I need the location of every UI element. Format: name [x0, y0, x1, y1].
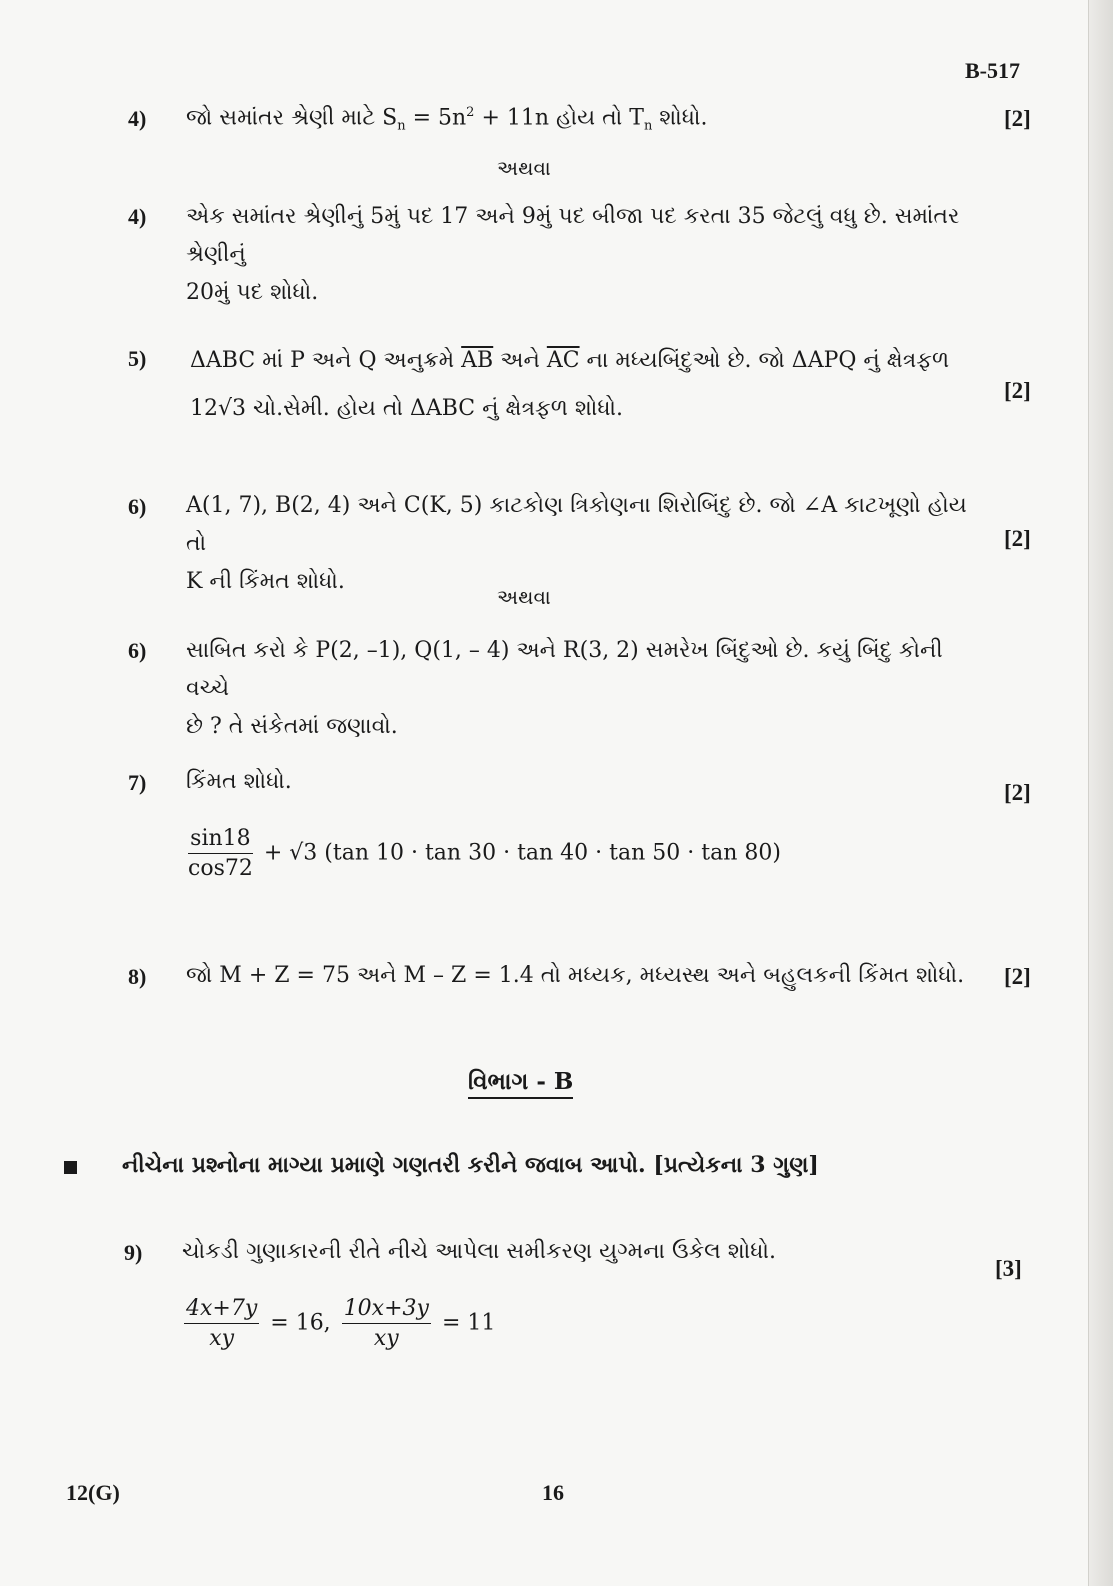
marks-badge: [3] — [995, 1256, 1022, 1281]
section-instruction: નીચેના પ્રશ્નોના માગ્યા પ્રમાણે ગણતરી કરીને જવાબ આપો. [પ્રત્યેકના 3 ગુણ] — [122, 1152, 819, 1178]
bullet-icon — [64, 1161, 77, 1174]
question-8-text: જો M + Z = 75 અને M – Z = 1.4 તો મધ્યક, મધ્યસ્થ અને બહુલકની કિંમત શોધો. — [186, 963, 965, 988]
marks-badge: [2] — [1004, 964, 1031, 989]
question-number: 7) — [128, 770, 147, 795]
marks-badge: [2] — [1004, 378, 1031, 403]
question-6-text: A(1, 7), B(2, 4) અને C(K, 5) કાટકોણ ત્રિકોણના શિરોબિંદુ છે. જો ∠A કાટખૂણો હોય તો K ની કિંમત શોધો. — [186, 493, 967, 594]
page-number: 16 — [542, 1480, 564, 1505]
question-9-text: ચોકડી ગુણાકારની રીતે નીચે આપેલા સમીકરણ યુગ્મના ઉકેલ શોધો. — [182, 1239, 776, 1264]
marks-badge: [2] — [1004, 526, 1031, 551]
paper-code: B-517 — [965, 58, 1020, 83]
question-number: 4) — [128, 106, 147, 131]
marks-badge: [2] — [1004, 106, 1031, 131]
or-separator: અથવા — [497, 156, 551, 180]
marks-badge: [2] — [1004, 780, 1031, 805]
question-number: 4) — [128, 204, 147, 229]
fraction: $\frac{4x+7y}{xy}$ — [186, 1296, 258, 1351]
fraction: $\frac{10x+3y}{xy}$ — [343, 1296, 429, 1351]
question-4-text: જો સમાંતર શ્રેણી માટે $S_n = 5n^2 + 11n$ હોય તો $T_n$ શોધો. — [186, 105, 708, 134]
question-4-alt-text: એક સમાંતર શ્રેણીનું 5મું પદ 17 અને 9મું પદ બીજા પદ કરતા 35 જેટલું વધુ છે. સમાંતર શ્રેણીનું 20મું પદ શોધો. — [186, 204, 960, 305]
footer-code: 12(G) — [66, 1480, 120, 1505]
question-7-expression: $\frac{\sin 18}{\cos 72}$ + √3 (tan 10 · tan 30 · tan 40 · tan 50 · tan 80) — [188, 826, 781, 881]
question-5-text: ΔABC માં P અને Q અનુક્રમે $\overline{AB}$ અને $\overline{AC}$ ના મધ્યબિંદુઓ છે. જો ΔAPQ નું ક્ષેત્રફળ 12√3 ચો.સેમી. હોય તો ΔABC નું ક્ષેત્રફળ શોધો. — [190, 348, 950, 421]
question-number: 6) — [128, 638, 147, 663]
question-number: 5) — [128, 346, 147, 371]
question-number: 9) — [124, 1240, 143, 1265]
question-9-equations: $\frac{4x+7y}{xy}$ = 16, $\frac{10x+3y}{xy}$ = 11 — [186, 1296, 496, 1351]
question-number: 6) — [128, 494, 147, 519]
question-6-alt-text: સાબિત કરો કે P(2, –1), Q(1, – 4) અને R(3, 2) સમરેખ બિંદુઓ છે. કયું બિંદુ કોની વચ્ચે છે ? તે સંકેતમાં જણાવો. — [186, 638, 943, 739]
fraction: $\frac{\sin 18}{\cos 72}$ — [188, 826, 253, 881]
question-7-text: કિંમત શોધો. — [186, 769, 292, 794]
section-title: વિભાગ - B — [468, 1068, 573, 1099]
page-edge — [1088, 0, 1113, 1586]
question-number: 8) — [128, 964, 147, 989]
or-separator: અથવા — [497, 585, 551, 609]
